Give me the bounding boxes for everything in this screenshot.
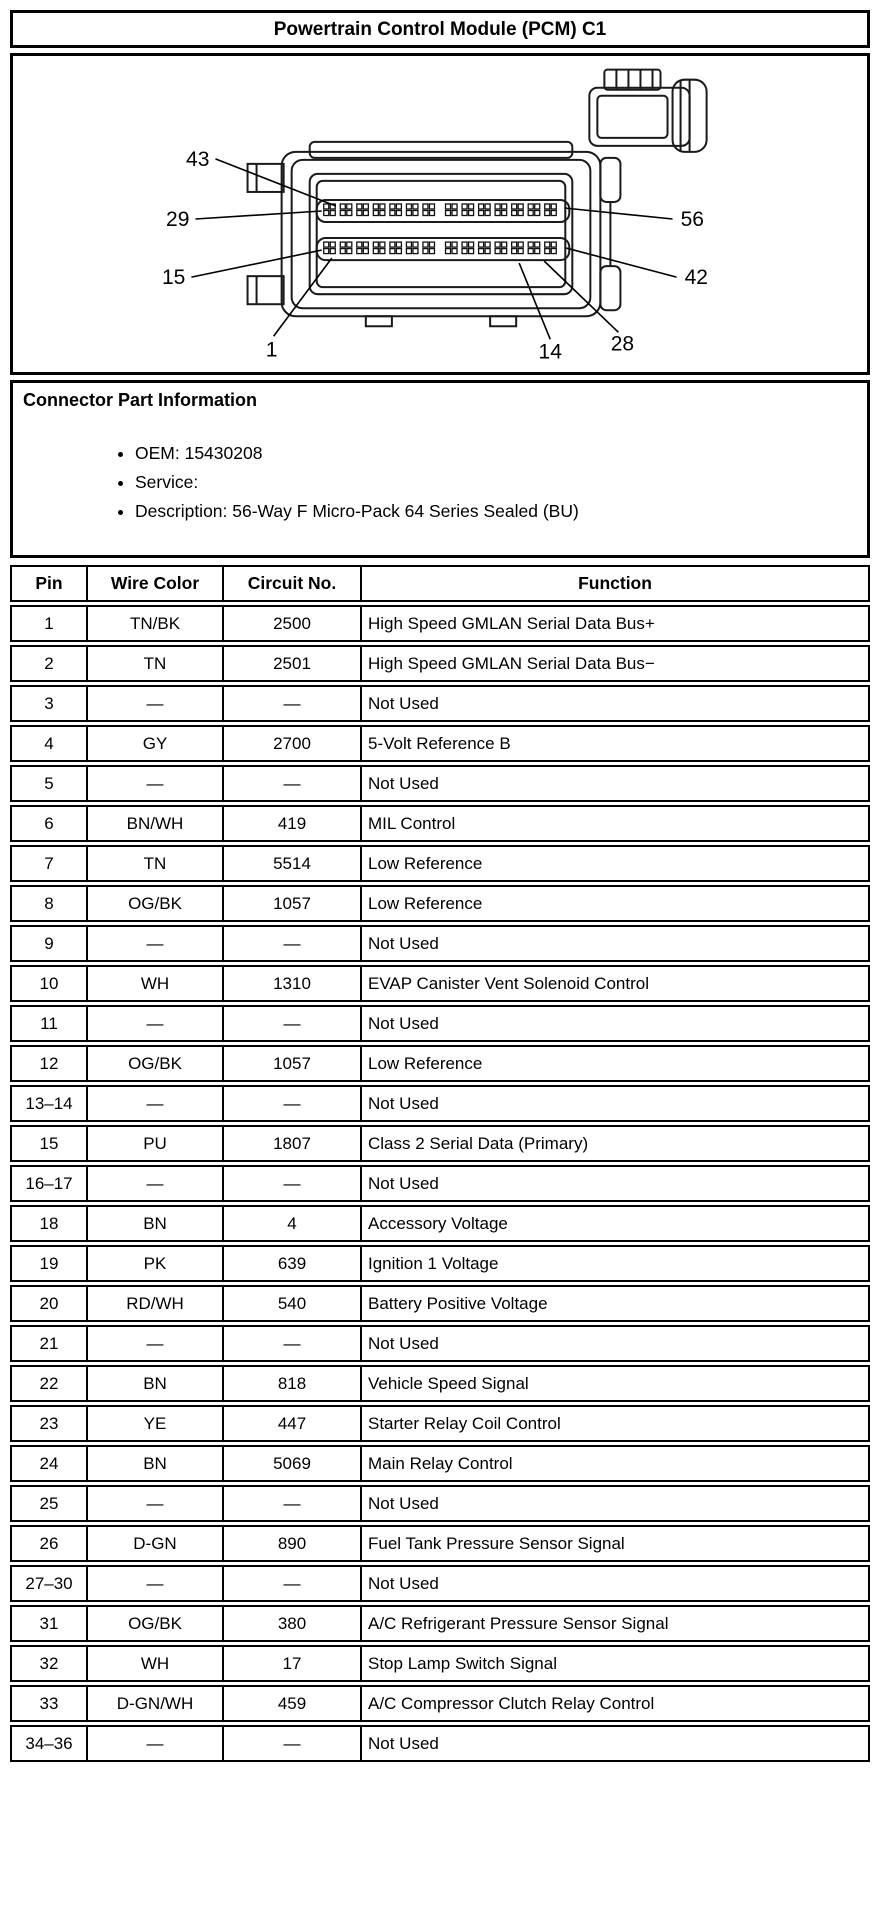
table-row	[10, 925, 870, 962]
connector-diagram	[10, 53, 870, 375]
connector-part-info	[10, 380, 870, 558]
pin-cell: 2	[10, 645, 88, 682]
col-header-circuit-no: Circuit No.	[224, 565, 362, 602]
circuit-no-cell: 1807	[224, 1125, 362, 1162]
table-row	[10, 885, 870, 922]
pin-cell: 32	[10, 1645, 88, 1682]
table-row	[10, 645, 870, 682]
circuit-no-cell: 447	[224, 1405, 362, 1442]
function-cell: Low Reference	[362, 885, 870, 922]
wire-color-cell: OG/BK	[88, 885, 224, 922]
wire-color-cell: WH	[88, 965, 224, 1002]
function-cell: A/C Refrigerant Pressure Sensor Signal	[362, 1605, 870, 1642]
table-row	[10, 1485, 870, 1522]
function-cell: Ignition 1 Voltage	[362, 1245, 870, 1282]
table-row	[10, 965, 870, 1002]
function-cell: A/C Compressor Clutch Relay Control	[362, 1685, 870, 1722]
pin-table	[10, 562, 870, 1765]
function-cell: EVAP Canister Vent Solenoid Control	[362, 965, 870, 1002]
pin-field	[324, 204, 557, 254]
col-header-pin: Pin	[10, 565, 88, 602]
circuit-no-cell: 818	[224, 1365, 362, 1402]
pin-cell: 20	[10, 1285, 88, 1322]
pin-cell: 25	[10, 1485, 88, 1522]
callout-label-56: 56	[680, 208, 704, 232]
pin-cell: 13–14	[10, 1085, 88, 1122]
wire-color-cell: YE	[88, 1405, 224, 1442]
wire-color-cell: BN/WH	[88, 805, 224, 842]
function-cell: High Speed GMLAN Serial Data Bus+	[362, 605, 870, 642]
circuit-no-cell: 1057	[224, 1045, 362, 1082]
table-row	[10, 1405, 870, 1442]
function-cell: Class 2 Serial Data (Primary)	[362, 1125, 870, 1162]
function-cell: Not Used	[362, 1085, 870, 1122]
table-row	[10, 605, 870, 642]
circuit-no-cell: —	[224, 685, 362, 722]
table-row	[10, 845, 870, 882]
wire-color-cell: RD/WH	[88, 1285, 224, 1322]
circuit-no-cell: —	[224, 1165, 362, 1202]
circuit-no-cell: —	[224, 1325, 362, 1362]
table-row	[10, 1325, 870, 1362]
table-row	[10, 1525, 870, 1562]
function-cell: Not Used	[362, 685, 870, 722]
function-cell: Starter Relay Coil Control	[362, 1405, 870, 1442]
connector-3d-view	[589, 70, 706, 152]
pin-cell: 33	[10, 1685, 88, 1722]
callout-label-15: 15	[161, 266, 186, 290]
callout-label-43: 43	[186, 147, 210, 171]
circuit-no-cell: 380	[224, 1605, 362, 1642]
circuit-no-cell: —	[224, 1085, 362, 1122]
wire-color-cell: —	[88, 1005, 224, 1042]
table-row	[10, 1005, 870, 1042]
function-cell: High Speed GMLAN Serial Data Bus−	[362, 645, 870, 682]
circuit-no-cell: —	[224, 1565, 362, 1602]
function-cell: Low Reference	[362, 1045, 870, 1082]
function-cell: MIL Control	[362, 805, 870, 842]
circuit-no-cell: —	[224, 1005, 362, 1042]
circuit-no-cell: 1057	[224, 885, 362, 922]
connector-front-view	[248, 142, 621, 326]
table-row	[10, 1565, 870, 1602]
pin-cell: 22	[10, 1365, 88, 1402]
circuit-no-cell: 5069	[224, 1445, 362, 1482]
callout-label-1: 1	[265, 338, 278, 362]
pin-cell: 11	[10, 1005, 88, 1042]
circuit-no-cell: 1310	[224, 965, 362, 1002]
circuit-no-cell: 5514	[224, 845, 362, 882]
table-row	[10, 1285, 870, 1322]
function-cell: Accessory Voltage	[362, 1205, 870, 1242]
pin-cell: 31	[10, 1605, 88, 1642]
circuit-no-cell: 4	[224, 1205, 362, 1242]
function-cell: Main Relay Control	[362, 1445, 870, 1482]
table-row	[10, 1125, 870, 1162]
table-row	[10, 805, 870, 842]
callout-label-28: 28	[610, 332, 635, 356]
table-row	[10, 1445, 870, 1482]
function-cell: Stop Lamp Switch Signal	[362, 1645, 870, 1682]
part-info-item-service: • Service:	[135, 472, 857, 493]
circuit-no-cell: —	[224, 925, 362, 962]
function-cell: Not Used	[362, 1005, 870, 1042]
pin-cell: 5	[10, 765, 88, 802]
circuit-no-cell: —	[224, 765, 362, 802]
table-row	[10, 725, 870, 762]
circuit-no-cell: 890	[224, 1525, 362, 1562]
function-cell: Not Used	[362, 1325, 870, 1362]
circuit-no-cell: —	[224, 1485, 362, 1522]
pin-cell: 9	[10, 925, 88, 962]
wire-color-cell: D-GN/WH	[88, 1685, 224, 1722]
function-cell: 5-Volt Reference B	[362, 725, 870, 762]
function-cell: Not Used	[362, 1565, 870, 1602]
table-row	[10, 1685, 870, 1722]
function-cell: Not Used	[362, 765, 870, 802]
pin-cell: 12	[10, 1045, 88, 1082]
pin-cell: 26	[10, 1525, 88, 1562]
pin-cell: 19	[10, 1245, 88, 1282]
pin-cell: 10	[10, 965, 88, 1002]
circuit-no-cell: 2700	[224, 725, 362, 762]
table-row	[10, 1085, 870, 1122]
col-header-wire-color: Wire Color	[88, 565, 224, 602]
part-info-item-oem: • OEM: 15430208	[135, 443, 857, 464]
wire-color-cell: WH	[88, 1645, 224, 1682]
connector-diagram-svg	[13, 56, 867, 372]
table-row	[10, 685, 870, 722]
wire-color-cell: —	[88, 1725, 224, 1762]
pin-cell: 24	[10, 1445, 88, 1482]
table-row	[10, 1245, 870, 1282]
wire-color-cell: —	[88, 1325, 224, 1362]
circuit-no-cell: 419	[224, 805, 362, 842]
circuit-no-cell: 459	[224, 1685, 362, 1722]
function-cell: Not Used	[362, 1485, 870, 1522]
pin-cell: 27–30	[10, 1565, 88, 1602]
function-cell: Battery Positive Voltage	[362, 1285, 870, 1322]
pin-cell: 34–36	[10, 1725, 88, 1762]
col-header-function: Function	[362, 565, 870, 602]
pin-cell: 3	[10, 685, 88, 722]
table-row	[10, 1725, 870, 1762]
function-cell: Vehicle Speed Signal	[362, 1365, 870, 1402]
part-info-heading: Connector Part Information	[23, 390, 258, 410]
function-cell: Not Used	[362, 925, 870, 962]
wire-color-cell: OG/BK	[88, 1045, 224, 1082]
wire-color-cell: —	[88, 1165, 224, 1202]
circuit-no-cell: 2500	[224, 605, 362, 642]
pin-cell: 4	[10, 725, 88, 762]
part-info-list	[23, 443, 857, 522]
pin-cell: 8	[10, 885, 88, 922]
wire-color-cell: D-GN	[88, 1525, 224, 1562]
wire-color-cell: —	[88, 765, 224, 802]
callout-label-29: 29	[166, 208, 190, 232]
wire-color-cell: PU	[88, 1125, 224, 1162]
wire-color-cell: TN	[88, 645, 224, 682]
function-cell: Not Used	[362, 1725, 870, 1762]
wire-color-cell: —	[88, 685, 224, 722]
function-cell: Fuel Tank Pressure Sensor Signal	[362, 1525, 870, 1562]
table-row	[10, 765, 870, 802]
function-cell: Not Used	[362, 1165, 870, 1202]
pin-cell: 23	[10, 1405, 88, 1442]
wire-color-cell: —	[88, 1485, 224, 1522]
wire-color-cell: PK	[88, 1245, 224, 1282]
pin-cell: 1	[10, 605, 88, 642]
pin-cell: 21	[10, 1325, 88, 1362]
wire-color-cell: TN/BK	[88, 605, 224, 642]
pin-cell: 18	[10, 1205, 88, 1242]
wire-color-cell: —	[88, 1085, 224, 1122]
circuit-no-cell: 540	[224, 1285, 362, 1322]
wire-color-cell: —	[88, 925, 224, 962]
circuit-no-cell: —	[224, 1725, 362, 1762]
circuit-no-cell: 2501	[224, 645, 362, 682]
pin-table-header-row	[10, 565, 870, 602]
part-info-item-description: • Description: 56-Way F Micro-Pack 64 Series Sealed (BU)	[135, 501, 857, 522]
table-row	[10, 1045, 870, 1082]
wire-color-cell: GY	[88, 725, 224, 762]
pin-cell: 15	[10, 1125, 88, 1162]
table-row	[10, 1205, 870, 1242]
table-row	[10, 1645, 870, 1682]
circuit-no-cell: 17	[224, 1645, 362, 1682]
table-row	[10, 1365, 870, 1402]
wire-color-cell: OG/BK	[88, 1605, 224, 1642]
wire-color-cell: BN	[88, 1205, 224, 1242]
pin-table-body	[10, 605, 870, 1762]
wire-color-cell: BN	[88, 1445, 224, 1482]
callout-label-14: 14	[538, 340, 562, 364]
wire-color-cell: —	[88, 1565, 224, 1602]
callout-label-42: 42	[684, 266, 708, 290]
wire-color-cell: BN	[88, 1365, 224, 1402]
function-cell: Low Reference	[362, 845, 870, 882]
table-row	[10, 1165, 870, 1202]
wire-color-cell: TN	[88, 845, 224, 882]
circuit-no-cell: 639	[224, 1245, 362, 1282]
table-row	[10, 1605, 870, 1642]
pin-cell: 6	[10, 805, 88, 842]
page-title: Powertrain Control Module (PCM) C1	[10, 10, 870, 48]
pin-cell: 16–17	[10, 1165, 88, 1202]
pin-cell: 7	[10, 845, 88, 882]
